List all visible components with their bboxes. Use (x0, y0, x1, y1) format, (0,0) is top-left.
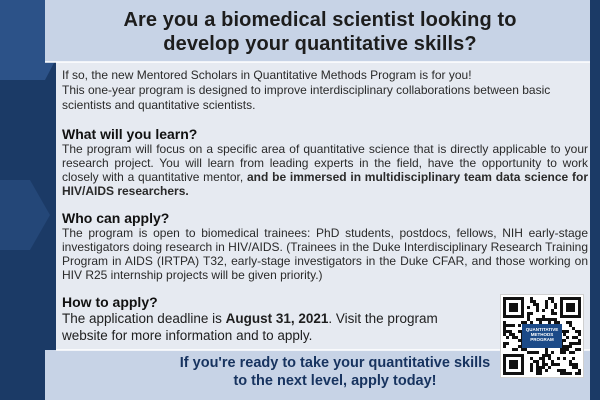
intro-line-1: If so, the new Mentored Scholars in Quantitative Methods Program is for you! (62, 68, 472, 82)
qr-logo-badge: QUANTITATIVE METHODS PROGRAM (522, 324, 562, 348)
how-body-post: . Visit the program website for more information and to apply. (62, 311, 438, 343)
how-body (62, 310, 482, 344)
intro-line-2: This one-year program is designed to improve interdisciplinary collaborations between basic scientists and quantitative scientists. (62, 83, 551, 112)
learn-body (62, 142, 588, 198)
who-body: The program is open to biomedical trainees: PhD students, postdocs, fellows, NIH early-stage investigators doing research in HIV/AIDS. (Trainees in the Duke Interdisciplinary Research Training Program in AIDS (IRTPA) T32, early-stage investigators in the Duke CFAR, and those working on HIV R25 internship projects will be given priority.) (62, 226, 588, 282)
learn-body-bold: and be immersed in multidisciplinary team data science for HIV/AIDS researchers. (62, 170, 588, 198)
qr-code[interactable] (500, 294, 584, 378)
heading-what-learn: What will you learn? (62, 126, 198, 142)
heading-how-apply: How to apply? (62, 294, 158, 310)
how-body-pre: The application deadline is (62, 311, 226, 326)
call-to-action (170, 354, 500, 390)
page-title: Are you a biomedical scientist looking to develop your quantitative skills? (123, 9, 517, 55)
learn-body-text: The program will focus on a specific area of quantitative science that is directly applicable to your research project. You will learn from leading experts in the field, have the opportunity to work closely with a quantitative mentor, (62, 142, 588, 184)
cta-line-1: If you're ready to take your quantitative skills (179, 355, 491, 371)
heading-who-apply: Who can apply? (62, 210, 170, 226)
cta-line-2: to the next level, apply today! (233, 373, 437, 389)
intro-text (62, 68, 582, 113)
deadline-date: August 31, 2021 (225, 311, 329, 326)
right-navy-stripe (590, 0, 600, 400)
